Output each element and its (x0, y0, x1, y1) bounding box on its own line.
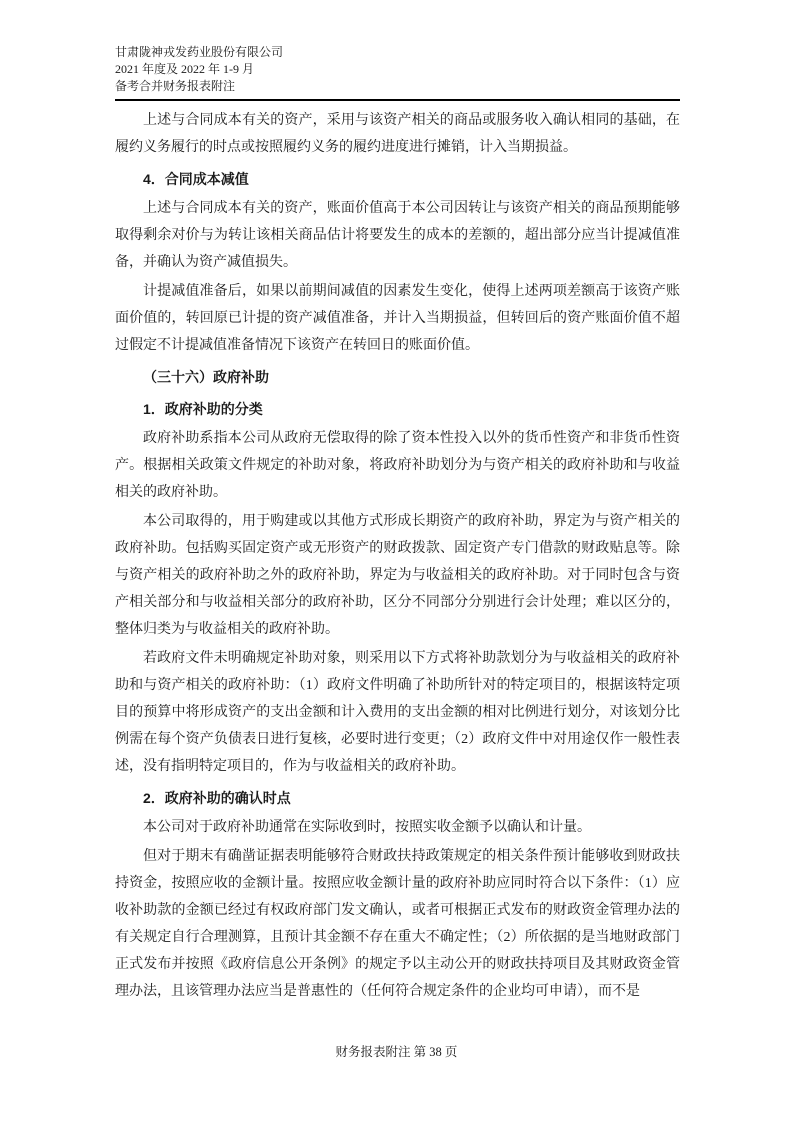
header-report-period: 2021 年度及 2022 年 1-9 月 (115, 62, 254, 76)
header-company-name: 甘肃陇神戎发药业股份有限公司 (115, 45, 284, 59)
body-paragraph-3: 计提减值准备后，如果以前期间减值的因素发生变化，使得上述两项差额高于该资产账面价值的，转回原已计提的资产减值准备，并计入当期损益，但转回后的资产账面价值不超过假定不计提减值准备情况下该资产在转回日的账面价值。 (115, 284, 680, 353)
section-heading-1: 4．合同成本减值 (143, 171, 249, 187)
footer-page-label: 财务报表附注 第 38 页 (335, 1045, 458, 1059)
header-doc-title: 备考合并财务报表附注 (115, 79, 236, 93)
body-paragraph-11: 但对于期末有确凿证据表明能够符合财政扶持政策规定的相关条件预计能够收到财政扶持资金，按照应收的金额计量。按照应收金额计量的政府补助应同时符合以下条件：（1）应收补助款的金额已经过有权政府部门发文确认，或者可根据正式发布的财政资金管理办法的有关规定自行合理测算，且预计其金额不存在重大不确定性；（2）所依据的是当地财政部门正式发布并按照《政府信息公开条例》的规定予以主动公开的财政扶持项目及其财政资金管理办法，且该管理办法应当是普惠性的（任何符合规定条件的企业均可申请），而不是 (115, 849, 680, 999)
document-body (115, 107, 680, 1007)
body-paragraph-10: 本公司对于政府补助通常在实际收到时，按照实收金额予以确认和计量。 (143, 820, 591, 835)
section-heading-5: 1．政府补助的分类 (143, 401, 263, 417)
body-paragraph-8: 若政府文件未明确规定补助对象，则采用以下方式将补助款划分为与收益相关的政府补助和与资产相关的政府补助：（1）政府文件明确了补助所针对的特定项目的，根据该特定项目的预算中将形成资产的支出金额和计入费用的支出金额的相对比例进行划分，对该划分比例需在每个资产负债表日进行复核，必要时进行变更；（2）政府文件中对用途仅作一般性表述，没有指明特定项目的，作为与收益相关的政府补助。 (115, 651, 680, 774)
body-paragraph-6: 政府补助系指本公司从政府无偿取得的除了资本性投入以外的货币性资产和非货币性资产。根据相关政策文件规定的补助对象，将政府补助划分为与资产相关的政府补助和与收益相关的政府补助。 (115, 431, 680, 500)
section-heading-4: （三十六）政府补助 (143, 369, 269, 385)
body-paragraph-7: 本公司取得的，用于购建或以其他方式形成长期资产的政府补助，界定为与资产相关的政府补助。包括购买固定资产或无形资产的财政拨款、固定资产专门借款的财政贴息等。除与资产相关的政府补助之外的政府补助，界定为与收益相关的政府补助。对于同时包含与资产相关部分和与收益相关部分的政府补助，区分不同部分分别进行会计处理；难以区分的，整体归类为与收益相关的政府补助。 (115, 514, 680, 637)
section-heading-9: 2．政府补助的确认时点 (143, 790, 291, 806)
page-footer (0, 1042, 793, 1060)
document-header (115, 44, 680, 101)
body-paragraph-2: 上述与合同成本有关的资产，账面价值高于本公司因转让与该资产相关的商品预期能够取得剩余对价与为转让该相关商品估计将要发生的成本的差额的，超出部分应当计提减值准备，并确认为资产减值损失。 (115, 201, 680, 270)
body-paragraph-0: 上述与合同成本有关的资产，采用与该资产相关的商品或服务收入确认相同的基础，在履约义务履行的时点或按照履约义务的履约进度进行摊销，计入当期损益。 (115, 113, 680, 155)
